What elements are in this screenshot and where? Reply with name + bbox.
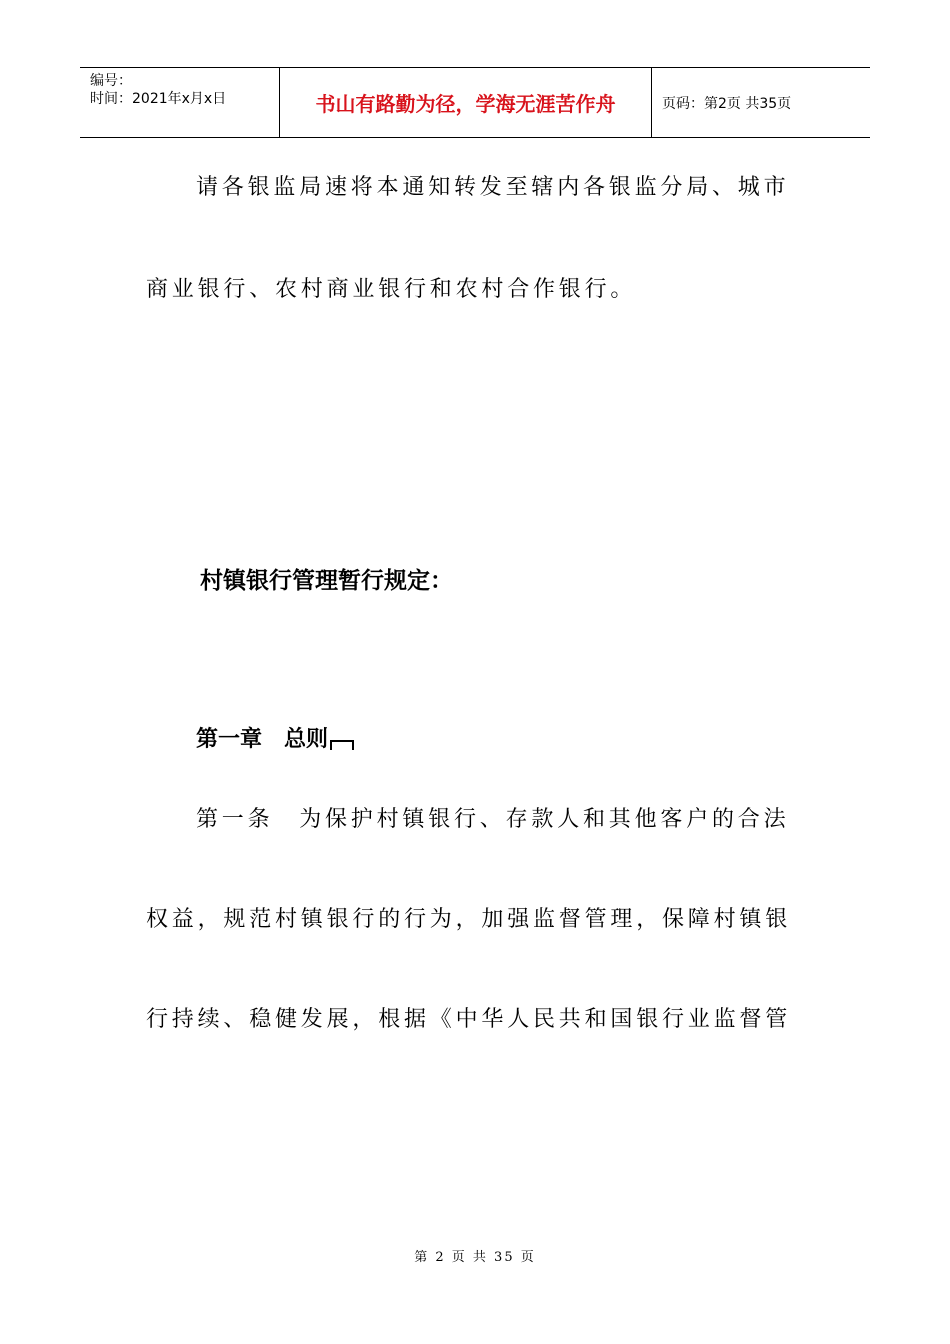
document-title: 村镇银行管理暂行规定： [200,568,453,594]
header-meta [80,68,280,137]
document-number-label: 编号： [90,73,132,89]
header-page-info: 页码：第2页 共35页 [662,95,792,112]
chapter-heading-marker [330,740,354,750]
document-header [80,67,870,138]
paragraph-line: 行持续、稳健发展，根据《中华人民共和国银行业监督管 [146,1007,792,1032]
page-footer: 第 2 页 共 35 页 [414,1250,536,1265]
paragraph-line: 商业银行、农村商业银行和农村合作银行。 [146,277,637,302]
paragraph-line: 权益，规范村镇银行的行为，加强监督管理，保障村镇银 [146,907,792,932]
document-date: 时间：2021年x月x日 [90,91,227,107]
paragraph-line: 第一条 为保护村镇银行、存款人和其他客户的合法 [196,807,790,832]
header-motto: 书山有路勤为径，学海无涯苦作舟 [280,68,652,137]
chapter-heading-text: 第一章 总则 [196,727,329,752]
paragraph-line: 请各银监局速将本通知转发至辖内各银监分局、城市 [196,175,790,200]
chapter-heading [196,722,354,753]
